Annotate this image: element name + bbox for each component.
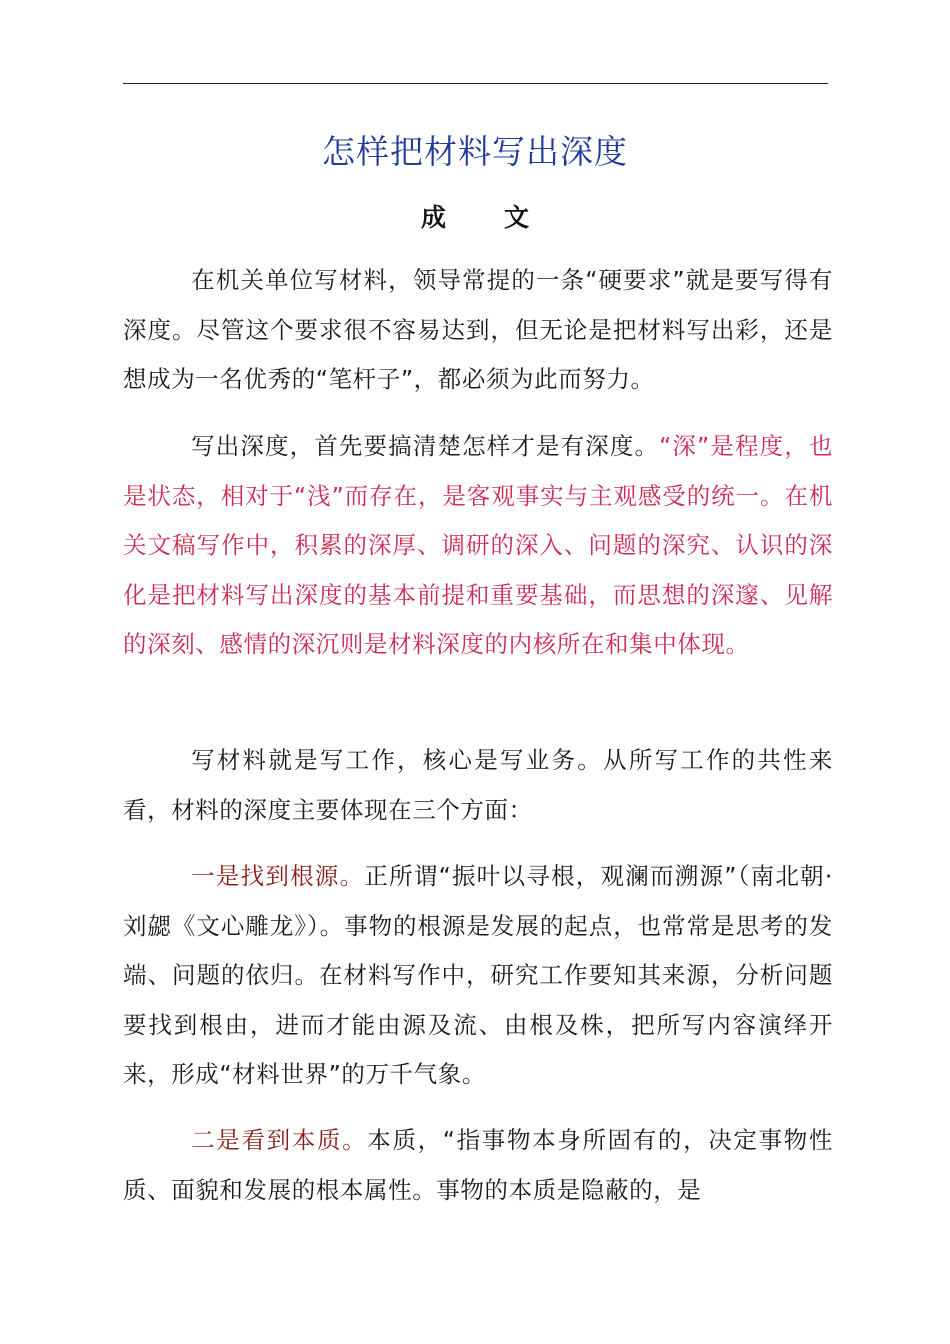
- paragraph-text: 正所谓“振叶以寻根，观澜而溯源”（南北朝·刘勰《文心雕龙》）。事物的根源是发展的起点，也常常是思考的发端、问题的依归。在材料写作中，研究工作要知其来源，分析问题要找到根由，进而才能由源及流、由根及株，把所写内容演绎开来，形成“材料世界”的万千气象。: [123, 862, 833, 1089]
- point-heading: 二是看到本质。: [191, 1126, 368, 1154]
- author-last-char: 文: [504, 203, 530, 232]
- paragraph-text: 写出深度，首先要搞清楚怎样才是有深度。: [191, 432, 660, 460]
- highlighted-text: “深”是程度，也是状态，相对于“浅”而存在，是客观事实与主观感受的统一。在机关文稿写作中，积累的深厚、调研的深入、问题的深究、认识的深化是把材料写出深度的基本前提和重要基础，而思想的深邃、见解的深刻、感情的深沉则是材料深度的内核所在和集中体现。: [123, 432, 833, 659]
- point-heading: 一是找到根源。: [191, 862, 365, 890]
- paragraph-text: 本质，“指事物本身所固有的，决定事物性质、面貌和发展的根本属性。事物的本质是隐蔽的，是: [123, 1126, 834, 1204]
- paragraph-text: 在机关单位写材料，领导常提的一条“硬要求”就是要写得有深度。尽管这个要求很不容易达到，但无论是把材料写出彩，还是想成为一名优秀的“笔杆子”，都必须为此而努力。: [123, 266, 833, 394]
- paragraph-text: 写材料就是写工作，核心是写业务。从所写工作的共性来看，材料的深度主要体现在三个方面：: [123, 746, 833, 824]
- document-title: 怎样把材料写出深度: [322, 132, 628, 171]
- author-first-char: 成: [420, 203, 446, 232]
- paragraph-intro: [123, 256, 833, 405]
- paragraph-point-one: [123, 852, 833, 1100]
- paragraph-depth-definition: [123, 422, 833, 670]
- author-name: [0, 198, 950, 234]
- paragraph-three-aspects: [123, 736, 833, 835]
- paragraph-point-two: [123, 1116, 833, 1215]
- header-rule: [123, 83, 828, 84]
